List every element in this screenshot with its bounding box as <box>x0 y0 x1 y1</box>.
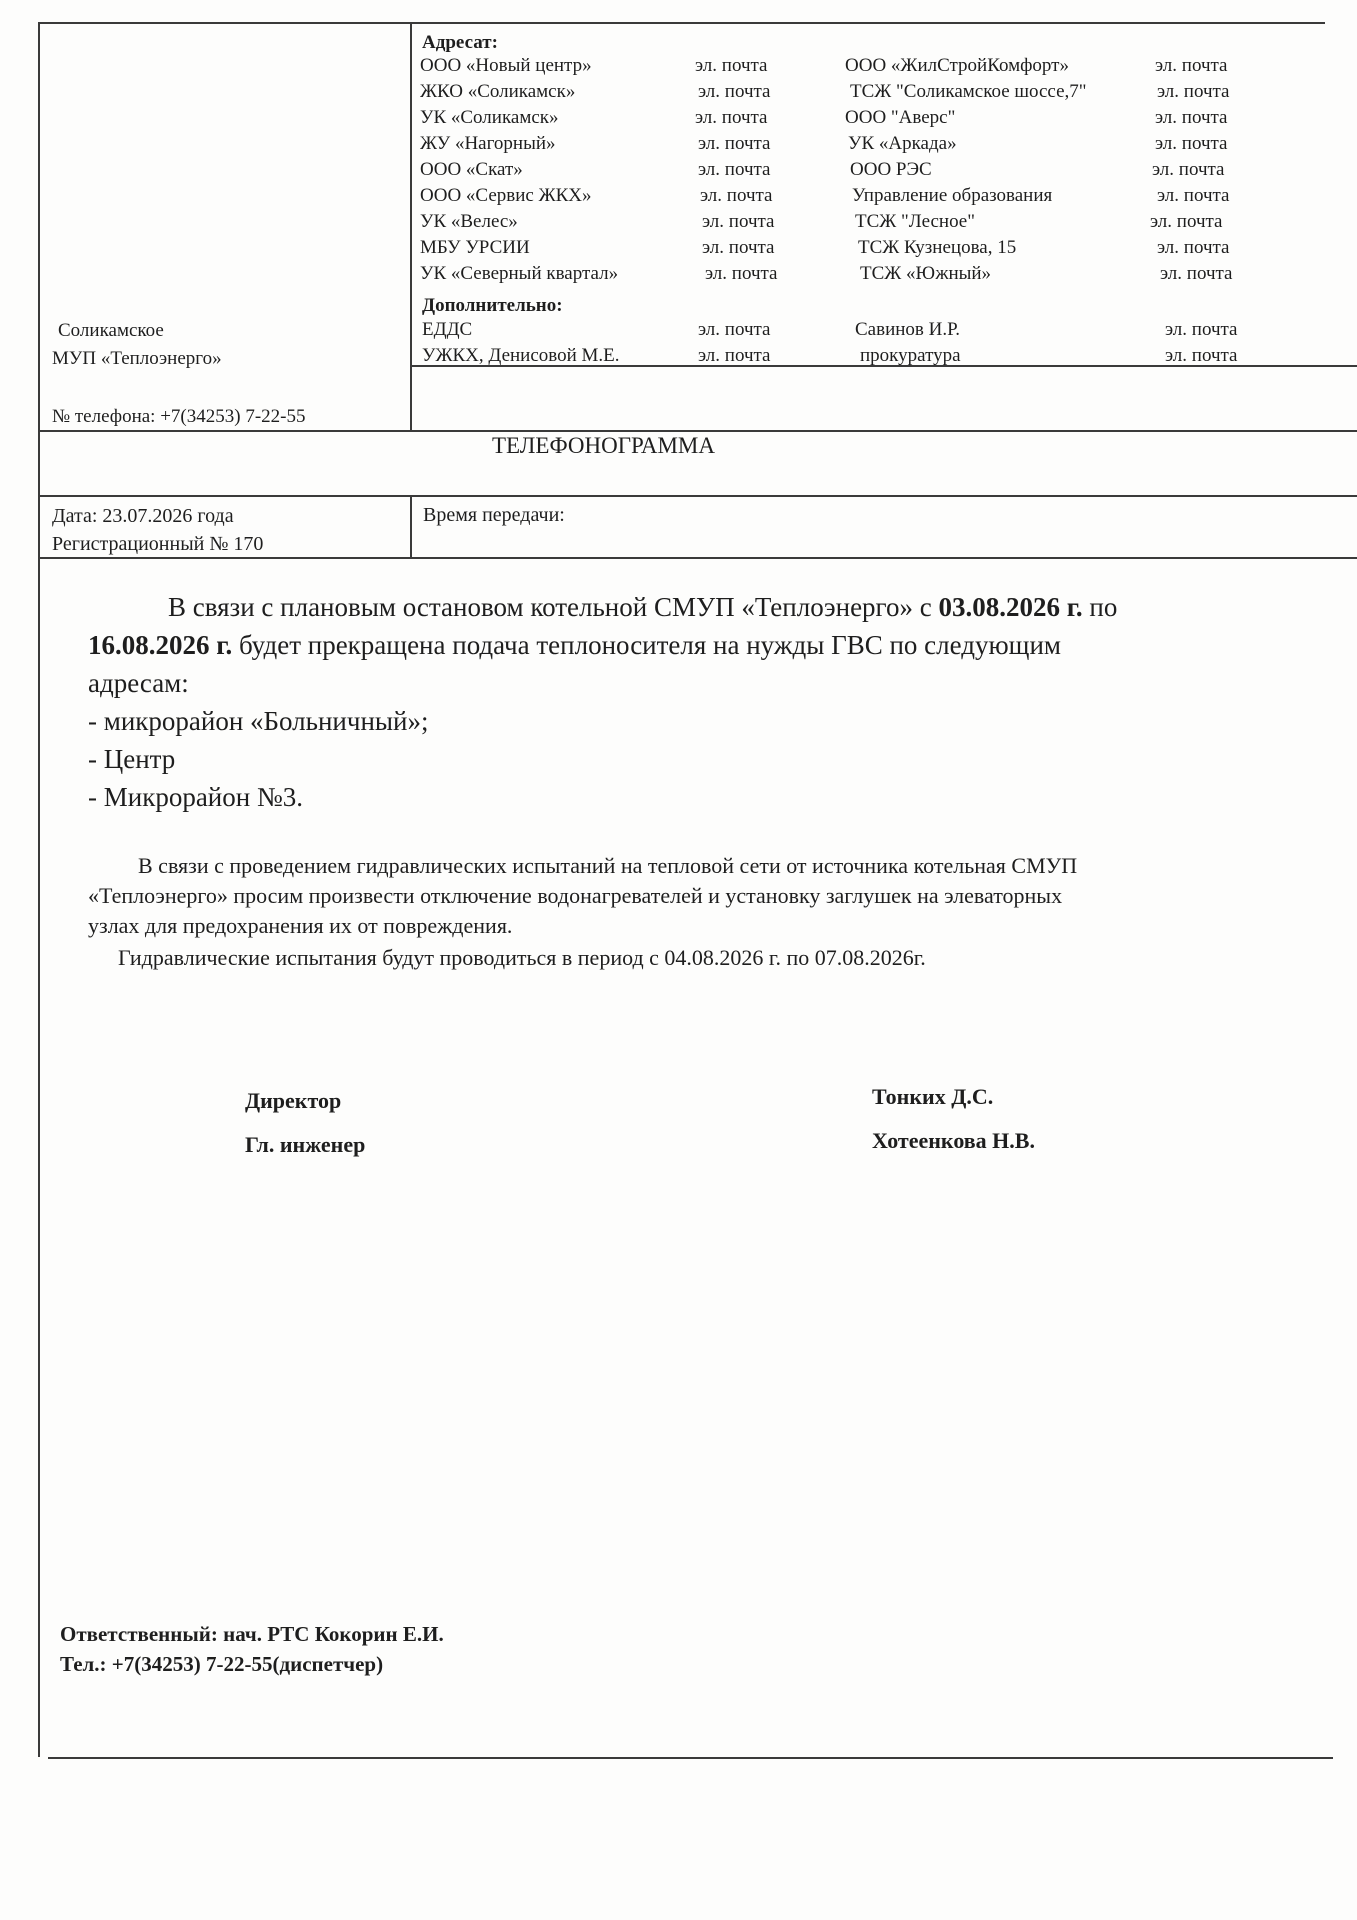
responsible-person: Ответственный: нач. РТС Кокорин Е.И. <box>60 1622 444 1646</box>
body-paragraph-1-line-3: адресам: <box>88 668 189 698</box>
addressee-name: прокуратура <box>860 345 961 366</box>
addressee-channel: эл. почта <box>698 345 771 366</box>
addressee-row <box>0 210 1357 236</box>
body-paragraph-2-line-3: узлах для предохранения их от повреждения. <box>88 913 513 938</box>
addressee-name: УК «Соликамск» <box>420 107 559 128</box>
addressee-channel: эл. почта <box>698 159 771 180</box>
addressee-channel: эл. почта <box>1157 185 1230 206</box>
signature-name-director: Тонких Д.С. <box>872 1084 994 1109</box>
addressee-name: ТСЖ "Лесное" <box>855 211 975 232</box>
addressee-row <box>0 262 1357 288</box>
body-paragraph-3: Гидравлические испытания будут проводиться в период с 04.08.2026 г. по 07.08.2026г. <box>118 945 926 970</box>
addressee-channel: эл. почта <box>702 237 775 258</box>
body-paragraph-2-line-1: В связи с проведением гидравлических испытаний на тепловой сети от источника котельная СМУП <box>138 853 1078 878</box>
frame-top-line <box>38 22 1325 24</box>
signature-title-engineer: Гл. инженер <box>245 1132 366 1157</box>
addressee-channel: эл. почта <box>698 319 771 340</box>
addressee-name: ООО «ЖилСтройКомфорт» <box>845 55 1069 76</box>
addressee-channel: эл. почта <box>1157 237 1230 258</box>
signature-title-director: Директор <box>245 1088 342 1113</box>
addressee-channel: эл. почта <box>1165 345 1238 366</box>
addressee-channel: эл. почта <box>1165 319 1238 340</box>
addressee-channel: эл. почта <box>698 133 771 154</box>
addressee-channel: эл. почта <box>1160 263 1233 284</box>
addressee-row <box>0 184 1357 210</box>
document-date: Дата: 23.07.2026 года <box>52 505 234 527</box>
start-date: 03.08.2026 г. <box>938 592 1083 622</box>
addressee-channel: эл. почта <box>1155 133 1228 154</box>
sender-phone: № телефона: +7(34253) 7-22-55 <box>52 406 306 427</box>
addressee-name: УЖКХ, Денисовой М.Е. <box>422 345 620 366</box>
addressee-name: ЖКО «Соликамск» <box>420 81 576 102</box>
addressee-name: УК «Велес» <box>420 211 518 232</box>
addressee-name: ООО «Новый центр» <box>420 55 592 76</box>
end-date: 16.08.2026 г. <box>88 630 233 660</box>
meta-row-line <box>38 557 1357 559</box>
body-text: В связи с плановым остановом котельной СМУП «Теплоэнерго» с <box>168 592 939 622</box>
addressee-label: Адресат: <box>422 32 498 53</box>
signature-name-engineer: Хотеенкова Н.В. <box>872 1128 1035 1153</box>
addressee-name: ТСЖ Кузнецова, 15 <box>858 237 1017 258</box>
addressee-name: УК «Северный квартал» <box>420 263 619 284</box>
addressee-channel: эл. почта <box>1155 107 1228 128</box>
frame-bottom-line <box>48 1757 1333 1759</box>
addressee-name: ЕДДС <box>422 319 473 340</box>
title-row-line <box>38 495 1357 497</box>
addressee-channel: эл. почта <box>705 263 778 284</box>
body-paragraph-1-line-2 <box>88 626 1061 664</box>
additional-label: Дополнительно: <box>422 295 563 316</box>
addressee-channel: эл. почта <box>695 107 768 128</box>
addressee-channel: эл. почта <box>695 55 768 76</box>
body-text: будет прекращена подача теплоносителя на нужды ГВС по следующим <box>232 630 1062 660</box>
transmit-time-label: Время передачи: <box>423 504 565 526</box>
sender-line-2: МУП «Теплоэнерго» <box>52 348 222 369</box>
additional-row <box>0 344 1357 370</box>
addressee-channel: эл. почта <box>1150 211 1223 232</box>
addressee-row <box>0 106 1357 132</box>
addressee-row <box>0 132 1357 158</box>
header-column-divider-lower <box>410 496 412 558</box>
addressee-channel: эл. почта <box>1155 55 1228 76</box>
addressee-channel: эл. почта <box>1152 159 1225 180</box>
addressee-name: Управление образования <box>852 185 1053 206</box>
addressee-channel: эл. почта <box>700 185 773 206</box>
addressee-channel: эл. почта <box>1157 81 1230 102</box>
addressee-name: МБУ УРСИИ <box>420 237 530 258</box>
addressee-name: ООО РЭС <box>850 159 932 180</box>
addressee-name: ЖУ «Нагорный» <box>420 133 556 154</box>
address-item: - Микрорайон №3. <box>88 782 303 812</box>
addressee-row <box>0 80 1357 106</box>
addressee-name: ТСЖ «Южный» <box>860 263 992 284</box>
address-item: - микрорайон «Больничный»; <box>88 706 429 736</box>
addressee-name: ООО "Аверс" <box>845 107 956 128</box>
addressee-name: Савинов И.Р. <box>855 319 961 340</box>
addressee-name: ТСЖ "Соликамское шоссе,7" <box>850 81 1087 102</box>
addressee-row <box>0 236 1357 262</box>
address-item: - Центр <box>88 744 176 774</box>
body-paragraph-1-line-1 <box>168 588 1117 626</box>
sender-line-1: Соликамское <box>58 320 164 341</box>
addressee-name: ООО «Скат» <box>420 159 523 180</box>
document-title: ТЕЛЕФОНОГРАММА <box>492 433 715 458</box>
addressee-name: ООО «Сервис ЖКХ» <box>420 185 592 206</box>
body-paragraph-2-line-2: «Теплоэнерго» просим произвести отключение водонагревателей и установку заглушек на элеваторных <box>88 883 1063 908</box>
responsible-phone: Тел.: +7(34253) 7-22-55(диспетчер) <box>60 1652 384 1676</box>
body-text: по <box>1082 592 1118 622</box>
addressee-row <box>0 158 1357 184</box>
registration-number: Регистрационный № 170 <box>52 533 264 555</box>
additional-row <box>0 318 1357 344</box>
addressee-row <box>0 54 1357 80</box>
addressee-channel: эл. почта <box>698 81 771 102</box>
addressee-channel: эл. почта <box>702 211 775 232</box>
addressee-name: УК «Аркада» <box>848 133 957 154</box>
